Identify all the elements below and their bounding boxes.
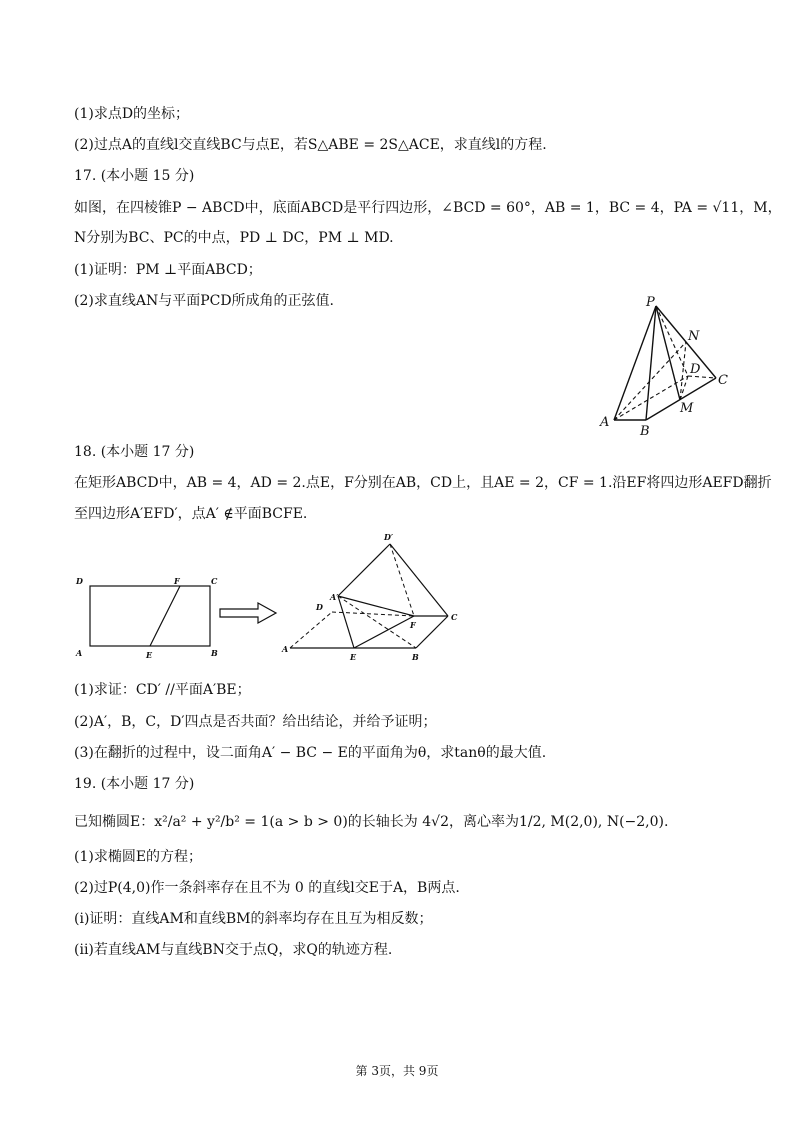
q19-stem: 已知椭圆E：x²/a² + y²/b² = 1(a > b > 0)的长轴长为 4√2，离心率为1/2, M(2,0), N(−2,0). [74, 814, 669, 830]
q18-part1: (1)求证：CD′ //平面A′BE； [74, 682, 251, 698]
label-Ap: A′ [330, 592, 339, 602]
label-C: C [451, 612, 458, 622]
folded-figure [278, 530, 468, 666]
edge-Dp-F [390, 544, 414, 616]
q17-stem-line2: N分别为BC、PC的中点，PD ⊥ DC，PM ⊥ MD. [74, 230, 394, 246]
label-P: P [646, 295, 655, 310]
edge-PA [614, 306, 656, 420]
edge-B-C [416, 616, 448, 648]
label-A: A [76, 648, 83, 658]
label-N: N [688, 329, 700, 344]
rectangle-figure [70, 572, 230, 662]
q18-part2: (2)A′，B，C，D′四点是否共面？给出结论，并给予证明； [74, 714, 437, 730]
q17-stem-line1: 如图，在四棱锥P − ABCD中，底面ABCD是平行四边形，∠BCD = 60°，AB = 1，BC = 4，PA = √11，M， [74, 200, 782, 216]
edge-Dp-C [390, 544, 448, 616]
label-C: C [211, 576, 218, 586]
arrow-icon [216, 600, 280, 626]
edge-PB [646, 306, 656, 420]
edge-A-D [290, 612, 332, 648]
label-D: D [76, 576, 83, 586]
rect-ABCD [90, 586, 210, 646]
q18-stem-line2: 至四边形A′EFD′，点A′ ∉平面BCFE. [74, 506, 308, 522]
label-B: B [412, 652, 419, 662]
edge-E-F [354, 616, 414, 648]
label-E: E [350, 652, 357, 662]
label-F: F [410, 620, 416, 630]
q19-part1: (1)求椭圆E的方程； [74, 849, 203, 865]
label-C: C [718, 373, 728, 388]
label-A: A [600, 415, 610, 430]
label-E: E [146, 650, 153, 660]
q19-part2-i: (i)证明：直线AM和直线BM的斜率均存在且互为相反数； [74, 911, 433, 927]
label-Dp: D′ [384, 532, 394, 542]
label-D: D [316, 602, 323, 612]
q18-part3: (3)在翻折的过程中，设二面角A′ − BC − E的平面角为θ，求tanθ的最大值. [74, 745, 547, 761]
edge-Dp-Ap [338, 544, 390, 596]
label-M: M [680, 401, 694, 416]
edge-Ap-B [338, 596, 416, 648]
edge-PD [656, 306, 688, 376]
q19-header: 19. (本小题 17 分) [74, 776, 195, 792]
q17-part2: (2)求直线AN与平面PCD所成角的正弦值. [74, 293, 334, 309]
q19-part2-ii: (ii)若直线AM与直线BN交于点Q，求Q的轨迹方程. [74, 942, 393, 958]
label-B: B [211, 648, 218, 658]
label-D: D [690, 362, 701, 377]
label-A: A [282, 644, 289, 654]
label-B: B [640, 424, 650, 438]
fold-line-EF [150, 586, 180, 646]
edge-Ap-E [338, 596, 354, 648]
q17-part1: (1)证明：PM ⊥平面ABCD； [74, 262, 262, 278]
q19-part2: (2)过P(4,0)作一条斜率存在且不为 0 的直线l交E于A，B两点. [74, 880, 460, 896]
edge-AD [614, 376, 688, 420]
pyramid-figure [594, 292, 734, 438]
q17-header: 17. (本小题 15 分) [74, 168, 195, 184]
label-F: F [174, 576, 180, 586]
q18-header: 18. (本小题 17 分) [74, 444, 195, 460]
q16-part2: (2)过点A的直线l交直线BC与点E，若S△ABE = 2S△ACE，求直线l的方程. [74, 137, 547, 153]
q16-part1: (1)求点D的坐标； [74, 106, 190, 122]
q18-stem-line1: 在矩形ABCD中，AB = 4，AD = 2.点E，F分别在AB，CD上，且AE = 2，CF = 1.沿EF将四边形AEFD翻折 [74, 475, 772, 491]
page-footer: 第 3页，共 9页 [355, 1064, 439, 1078]
